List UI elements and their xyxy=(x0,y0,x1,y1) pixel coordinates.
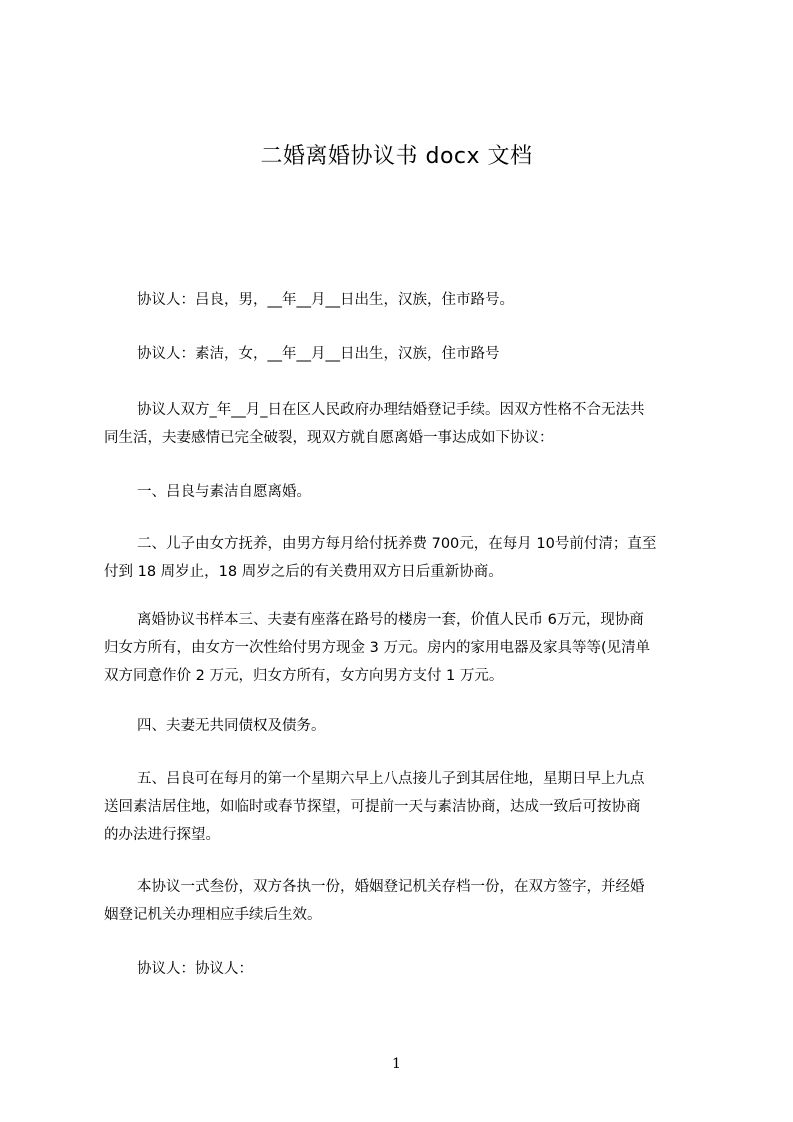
paragraph-effect xyxy=(104,873,700,929)
paragraph-line: 五、吕良可在每月的第一个星期六早上八点接儿子到其居住地，星期日早上九点 xyxy=(137,771,645,787)
paragraph-line: 送回素洁居住地，如临时或春节探望，可提前一天与素洁协商，达成一致后可按协商 xyxy=(104,799,641,815)
paragraph-line: 四、夫妻无共同债权及债务。 xyxy=(137,718,326,734)
paragraph-line: 归女方所有，由女方一次性给付男方现金 3 万元。房内的家用电器及家具等等(见清单 xyxy=(104,640,651,656)
paragraph-line: 二、儿子由女方抚养，由男方每月给付抚养费 700元，在每月 10号前付清；直至 xyxy=(137,536,657,552)
paragraph-party-2 xyxy=(104,340,700,368)
paragraph-line: 一、吕良与素洁自愿离婚。 xyxy=(137,484,311,500)
paragraph-line: 同生活，夫妻感情已完全破裂，现双方就自愿离婚一事达成如下协议： xyxy=(104,430,554,446)
paragraph-line: 双方同意作价 2 万元，归女方所有，女方向男方支付 1 万元。 xyxy=(104,668,504,684)
paragraph-signatures xyxy=(104,955,700,983)
paragraph-clause-3 xyxy=(104,606,700,690)
paragraph-line: 协议人双方_年__月_日在区人民政府办理结婚登记手续。因双方性格不合无法共 xyxy=(137,402,645,418)
paragraph-clause-2 xyxy=(104,530,700,586)
paragraph-line: 协议人：协议人： xyxy=(137,961,253,977)
paragraph-line: 协议人：素洁，女，__年__月__日出生，汉族，住市路号 xyxy=(137,346,500,362)
paragraph-line: 协议人：吕良，男，__年__月__日出生，汉族，住市路号。 xyxy=(137,292,514,308)
page-number: 1 xyxy=(392,1056,401,1072)
paragraph-clause-5 xyxy=(104,765,700,849)
paragraph-party-1 xyxy=(104,286,700,314)
paragraph-clause-4 xyxy=(104,712,700,740)
paragraph-line: 的办法进行探望。 xyxy=(104,827,220,843)
paragraph-line: 付到 18 周岁止，18 周岁之后的有关费用双方日后重新协商。 xyxy=(104,564,503,580)
paragraph-preamble xyxy=(104,396,700,452)
paragraph-line: 离婚协议书样本三、夫妻有座落在路号的楼房一套，价值人民币 6万元，现协商 xyxy=(137,612,644,628)
document-title: 二婚离婚协议书 docx 文档 xyxy=(260,144,533,169)
paragraph-line: 本协议一式叁份，双方各执一份，婚姻登记机关存档一份，在双方签字，并经婚 xyxy=(137,879,645,895)
paragraph-line: 姻登记机关办理相应手续后生效。 xyxy=(104,907,322,923)
paragraph-clause-1 xyxy=(104,478,700,506)
